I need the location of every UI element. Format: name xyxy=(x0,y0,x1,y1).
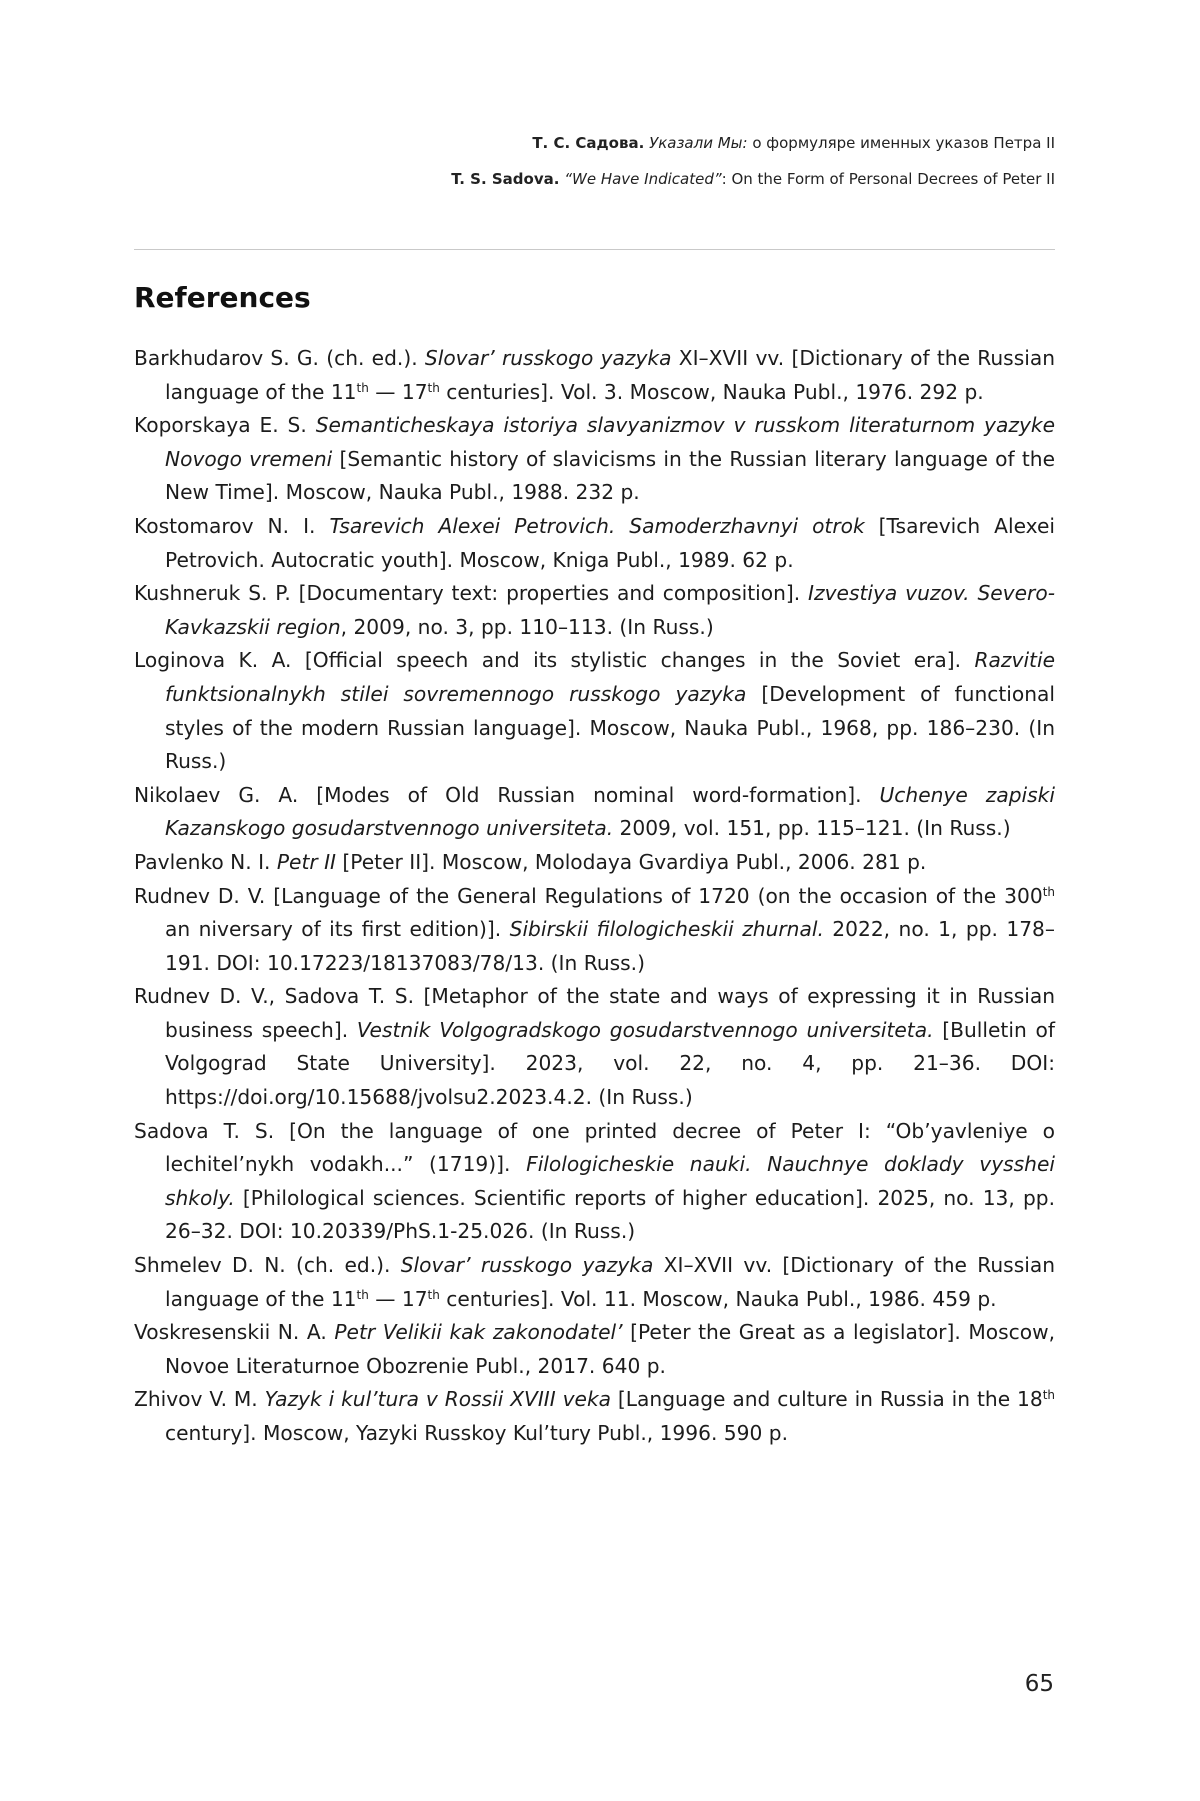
superscript: th xyxy=(1042,884,1055,899)
running-head-ru-title: о формуляре именных указов Петра II xyxy=(747,134,1055,152)
reference-text: century]. Moscow, Yazyki Russkoy Kul’tury Publ., 1996. 590 p. xyxy=(165,1421,788,1445)
reference-text: Shmelev D. N. (ch. ed.). xyxy=(134,1253,401,1278)
reference-italic-title: Razvitie funktsionalnykh stilei sovremennogo russkogo yazyka xyxy=(165,648,1055,706)
reference-text: XI–XVII vv. [Dictionary of the Russian language of the 11 xyxy=(165,346,1055,404)
reference-text: Kostomarov N. I. xyxy=(134,513,330,538)
superscript: th xyxy=(1042,1388,1055,1403)
reference-text: centuries]. Vol. 11. Moscow, Nauka Publ., 1986. 459 p. xyxy=(439,1286,997,1311)
reference-item xyxy=(134,846,1055,880)
reference-italic-title: Slovar’ russkogo yazyka xyxy=(400,1253,654,1278)
reference-item xyxy=(134,577,1055,644)
reference-text: Rudnev D. V. [Language of the General Regulations of 1720 (on the occasion of the 300 xyxy=(134,883,1043,908)
reference-text: XI–XVII vv. [Dictionary of the Russian language of the 11 xyxy=(165,1253,1055,1311)
reference-italic-title: Izvestiya vuzov. Severo-Kavkazskii region xyxy=(165,581,1055,639)
reference-italic-title: Vestnik Volgogradskogo gosudarstvennogo universiteta. xyxy=(356,1017,934,1042)
reference-italic-title: Petr II xyxy=(276,849,337,874)
running-head-ru-author: Т. С. Садова. xyxy=(532,134,645,152)
running-head-ru-title-italic: Указали Мы: xyxy=(649,134,748,152)
reference-item xyxy=(134,1249,1055,1316)
reference-text: [Language and culture in Russia in the 18 xyxy=(611,1387,1043,1412)
reference-text: Zhivov V. M. xyxy=(134,1387,265,1412)
running-head-russian xyxy=(134,125,1055,161)
reference-italic-title: Sibirskii filologicheskii zhurnal. xyxy=(509,917,824,942)
reference-text: [Development of functional styles of the modern Russian language]. Moscow, Nauka Publ., 1968, pp. 186–230. (In Russ.) xyxy=(165,681,1055,774)
reference-text: 2022, no. 1, pp. 178–191. DOI: 10.17223/18137083/78/13. (In Russ.) xyxy=(165,917,1055,975)
reference-text: [Peter II]. Moscow, Molodaya Gvardiya Publ., 2006. 281 p. xyxy=(336,849,927,874)
page-number: 65 xyxy=(1024,1671,1054,1697)
reference-item xyxy=(134,880,1055,981)
running-head-en-title: : On the Form of Personal Decrees of Peter II xyxy=(721,170,1055,188)
superscript: th xyxy=(356,380,369,395)
reference-text: 2009, vol. 151, pp. 115–121. (In Russ.) xyxy=(613,816,1011,841)
reference-text: Kushneruk S. P. [Documentary text: properties and composition]. xyxy=(134,581,809,606)
reference-text: [Philological sciences. Scientific reports of higher education]. 2025, no. 13, pp. 26–32. DOI: 10.20339/PhS.1-25.026. (In Russ.) xyxy=(165,1185,1055,1244)
superscript: th xyxy=(427,1287,440,1302)
reference-text: [Bulletin of Volgograd State University]. 2023, vol. 22, no. 4, pp. 21–36. DOI: https://doi.org/10.15688/jvolsu2.2023.4.2. (In Russ.) xyxy=(165,1017,1055,1110)
section-title: References xyxy=(134,281,311,314)
reference-italic-title: Yazyk i kul’tura v Rossii XVIII veka xyxy=(264,1387,612,1412)
reference-text: [Semantic history of slavicisms in the Russian literary language of the New Time]. Moscow, Nauka Publ., 1988. 232 p. xyxy=(165,446,1055,505)
reference-text: Koporskaya E. S. xyxy=(134,413,316,438)
reference-text: Rudnev D. V., Sadova T. S. [Metaphor of the state and ways of expressing it in Russian business speech]. xyxy=(134,984,1055,1042)
reference-item xyxy=(134,342,1055,409)
reference-item xyxy=(134,1316,1055,1383)
reference-item xyxy=(134,644,1055,778)
reference-italic-title: Semanticheskaya istoriya slavyanizmov v russkom literaturnom yazyke Novogo vremeni xyxy=(165,413,1055,471)
reference-item xyxy=(134,510,1055,577)
reference-item xyxy=(134,409,1055,510)
reference-italic-title: Tsarevich Alexei Petrovich. Samoderzhavnyi otrok xyxy=(329,513,865,538)
reference-text: Nikolaev G. A. [Modes of Old Russian nominal word-formation]. xyxy=(134,782,880,807)
reference-italic-title: Filologicheskie nauki. Nauchnye doklady vysshei shkoly. xyxy=(165,1152,1056,1210)
reference-text: an niversary of its first edition)]. xyxy=(165,917,510,942)
reference-text: Voskresenskii N. A. xyxy=(134,1320,335,1345)
reference-italic-title: Slovar’ russkogo yazyka xyxy=(424,346,672,370)
running-head-en-title-italic: “We Have Indicated” xyxy=(564,170,722,188)
running-head xyxy=(134,125,1055,197)
reference-text: — 17 xyxy=(368,1286,428,1311)
reference-item xyxy=(134,779,1055,846)
header-divider xyxy=(134,249,1055,250)
reference-text: Loginova K. A. [Official speech and its stylistic changes in the Soviet era]. xyxy=(134,648,975,673)
reference-item xyxy=(134,980,1055,1114)
reference-text: centuries]. Vol. 3. Moscow, Nauka Publ., 1976. 292 p. xyxy=(439,379,984,404)
reference-text: — 17 xyxy=(368,379,428,404)
reference-list xyxy=(134,342,1055,1451)
superscript: th xyxy=(427,380,440,395)
reference-item xyxy=(134,1115,1055,1249)
reference-italic-title: Uchenye zapiski Kazanskogo gosudarstvennogo universiteta. xyxy=(165,782,1055,841)
reference-text: , 2009, no. 3, pp. 110–113. (In Russ.) xyxy=(340,614,714,639)
reference-text: Barkhudarov S. G. (ch. ed.). xyxy=(134,346,425,370)
running-head-english xyxy=(134,161,1055,197)
reference-text: Pavlenko N. I. xyxy=(134,849,277,874)
reference-text: [Peter the Great as a legislator]. Moscow, Novoe Literaturnoe Obozrenie Publ., 2017. 640 p. xyxy=(165,1320,1056,1378)
superscript: th xyxy=(356,1287,369,1302)
running-head-en-author: T. S. Sadova. xyxy=(451,170,560,188)
reference-item xyxy=(134,1383,1055,1450)
reference-text: [Tsarevich Alexei Petrovich. Autocratic youth]. Moscow, Kniga Publ., 1989. 62 p. xyxy=(165,513,1055,572)
reference-italic-title: Petr Velikii kak zakonodatel’ xyxy=(334,1320,623,1345)
reference-text: Sadova T. S. [On the language of one printed decree of Peter I: “Ob’yavleniye o lechitel’nykh vodakh...” (1719)]. xyxy=(134,1118,1055,1177)
